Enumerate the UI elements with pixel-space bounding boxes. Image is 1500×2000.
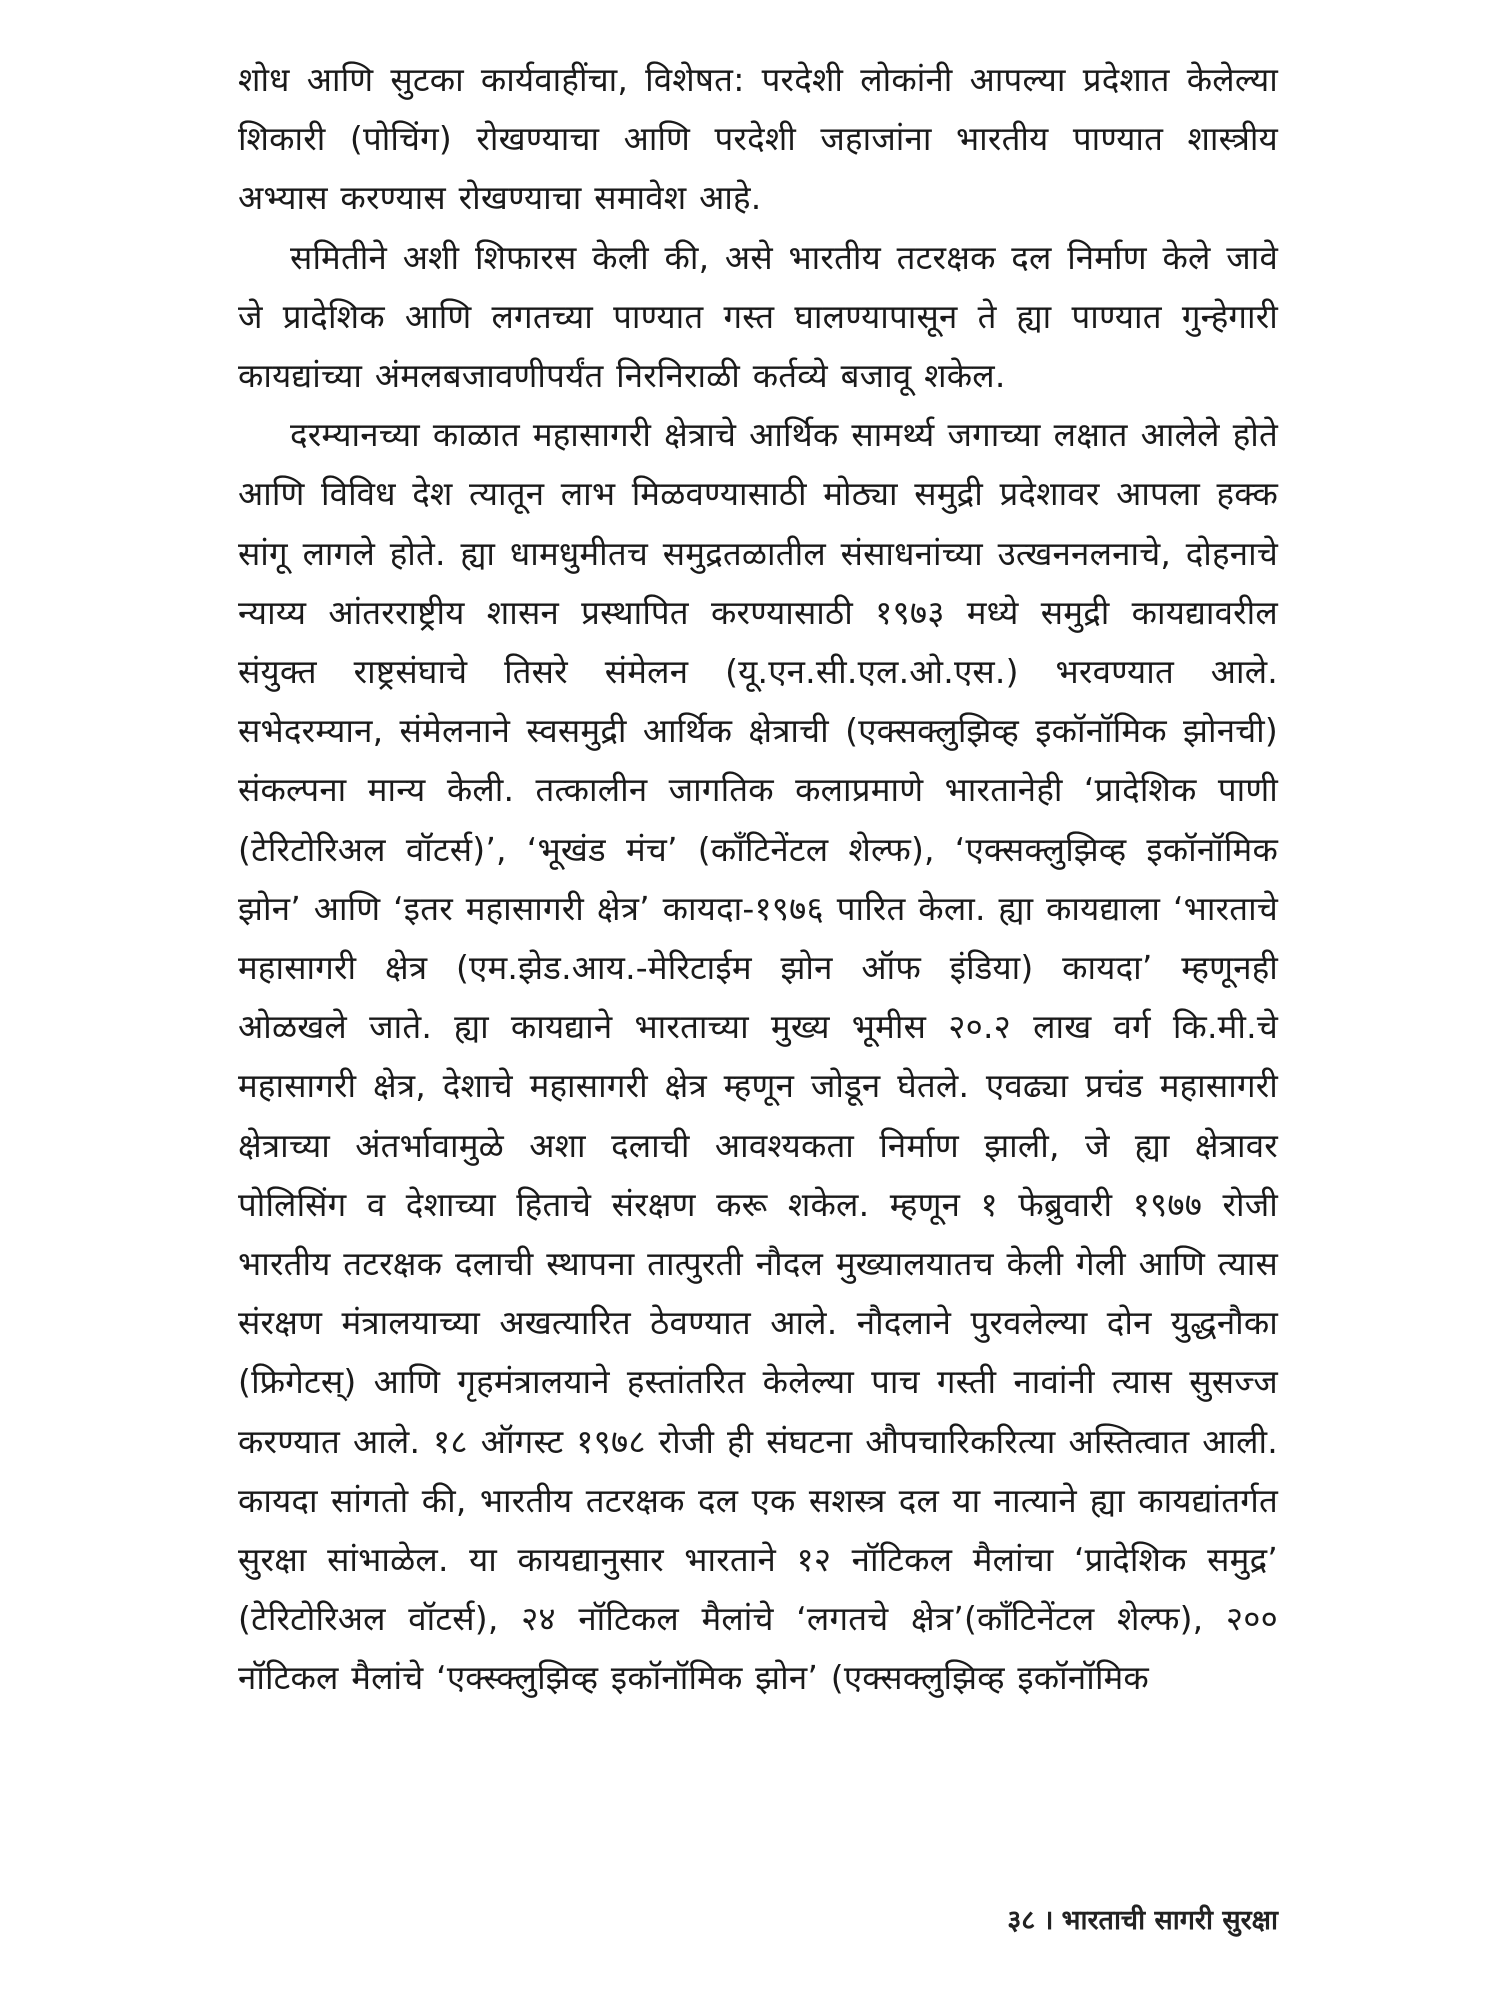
page-number: ३८	[1007, 1905, 1036, 1936]
paragraph-3: दरम्यानच्या काळात महासागरी क्षेत्राचे आर्थिक सामर्थ्य जगाच्या लक्षात आलेले होते आणि विविध देश त्यातून लाभ मिळवण्यासाठी मोठ्या समुद्री प्रदेशावर आपला हक्क सांगू लागले होते. ह्या धामधुमीतच समुद्रतळातील संसाधनांच्या उत्खननलनाचे, दोहनाचे न्याय्य आंतरराष्ट्रीय शासन प्रस्थापित करण्यासाठी १९७३ मध्ये समुद्री कायद्यावरील संयुक्त राष्ट्रसंघाचे तिसरे संमेलन (यू.एन.सी.एल.ओ.एस.) भरवण्यात आले. सभेदरम्यान, संमेलनाने स्वसमुद्री आर्थिक क्षेत्राची (एक्सक्लुझिव्ह इकॉनॉमिक झोनची) संकल्पना मान्य केली. तत्कालीन जागतिक कलाप्रमाणे भारतानेही ‘प्रादेशिक पाणी (टेरिटोरिअल वॉटर्स)’, ‘भूखंड मंच’ (कॉंटिनेंटल शेल्फ), ‘एक्सक्लुझिव्ह इकॉनॉमिक झोन’ आणि ‘इतर महासागरी क्षेत्र’ कायदा-१९७६ पारित केला. ह्या कायद्याला ‘भारताचे महासागरी क्षेत्र (एम.झेड.आय.-मेरिटाईम झोन ऑफ इंडिया) कायदा’ म्हणूनही ओळखले जाते. ह्या कायद्याने भारताच्या मुख्य भूमीस २०.२ लाख वर्ग कि.मी.चे महासागरी क्षेत्र, देशाचे महासागरी क्षेत्र म्हणून जोडून घेतले. एवढ्या प्रचंड महासागरी क्षेत्राच्या अंतर्भावामुळे अशा दलाची आवश्यकता निर्माण झाली, जे ह्या क्षेत्रावर पोलिसिंग व देशाच्या हिताचे संरक्षण करू शकेल. म्हणून १ फेब्रुवारी १९७७ रोजी भारतीय तटरक्षक दलाची स्थापना तात्पुरती नौदल मुख्यालयातच केली गेली आणि त्यास संरक्षण मंत्रालयाच्या अखत्यारित ठेवण्यात आले. नौदलाने पुरवलेल्या दोन युद्धनौका (फ्रिगेटस्) आणि गृहमंत्रालयाने हस्तांतरित केलेल्या पाच गस्ती नावांनी त्यास सुसज्ज करण्यात आले. १८ ऑगस्ट १९७८ रोजी ही संघटना औपचारिकरित्या अस्तित्वात आली. कायदा सांगतो की, भारतीय तटरक्षक दल एक सशस्त्र दल या नात्याने ह्या कायद्यांतर्गत सुरक्षा सांभाळेल. या कायद्यानुसार भारताने १२ नॉटिकल मैलांचा ‘प्रादेशिक समुद्र’ (टेरिटोरिअल वॉटर्स), २४ नॉटिकल मैलांचे ‘लगतचे क्षेत्र’(कॉंटिनेंटल शेल्फ), २०० नॉटिकल मैलांचे ‘एक्स्क्लुझिव्ह इकॉनॉमिक झोन’ (एक्सक्लुझिव्ह इकॉनॉमिक	[238, 415, 1278, 1698]
page-body	[238, 50, 1278, 1708]
book-title: भारताची सागरी सुरक्षा	[1061, 1905, 1278, 1936]
footer-separator: ।	[1043, 1905, 1054, 1936]
paragraph-1: शोध आणि सुटका कार्यवाहींचा, विशेषत: परदेशी लोकांनी आपल्या प्रदेशात केलेल्या शिकारी (पोचिंग) रोखण्याचा आणि परदेशी जहाजांना भारतीय पाण्यात शास्त्रीय अभ्यास करण्यास रोखण्याचा समावेश आहे.	[238, 60, 1278, 218]
paragraph-2: समितीने अशी शिफारस केली की, असे भारतीय तटरक्षक दल निर्माण केले जावे जे प्रादेशिक आणि लगतच्या पाण्यात गस्त घालण्यापासून ते ह्या पाण्यात गुन्हेगारी कायद्यांच्या अंमलबजावणीपर्यंत निरनिराळी कर्तव्ये बजावू शकेल.	[238, 237, 1278, 396]
page-footer	[940, 1900, 1278, 1937]
